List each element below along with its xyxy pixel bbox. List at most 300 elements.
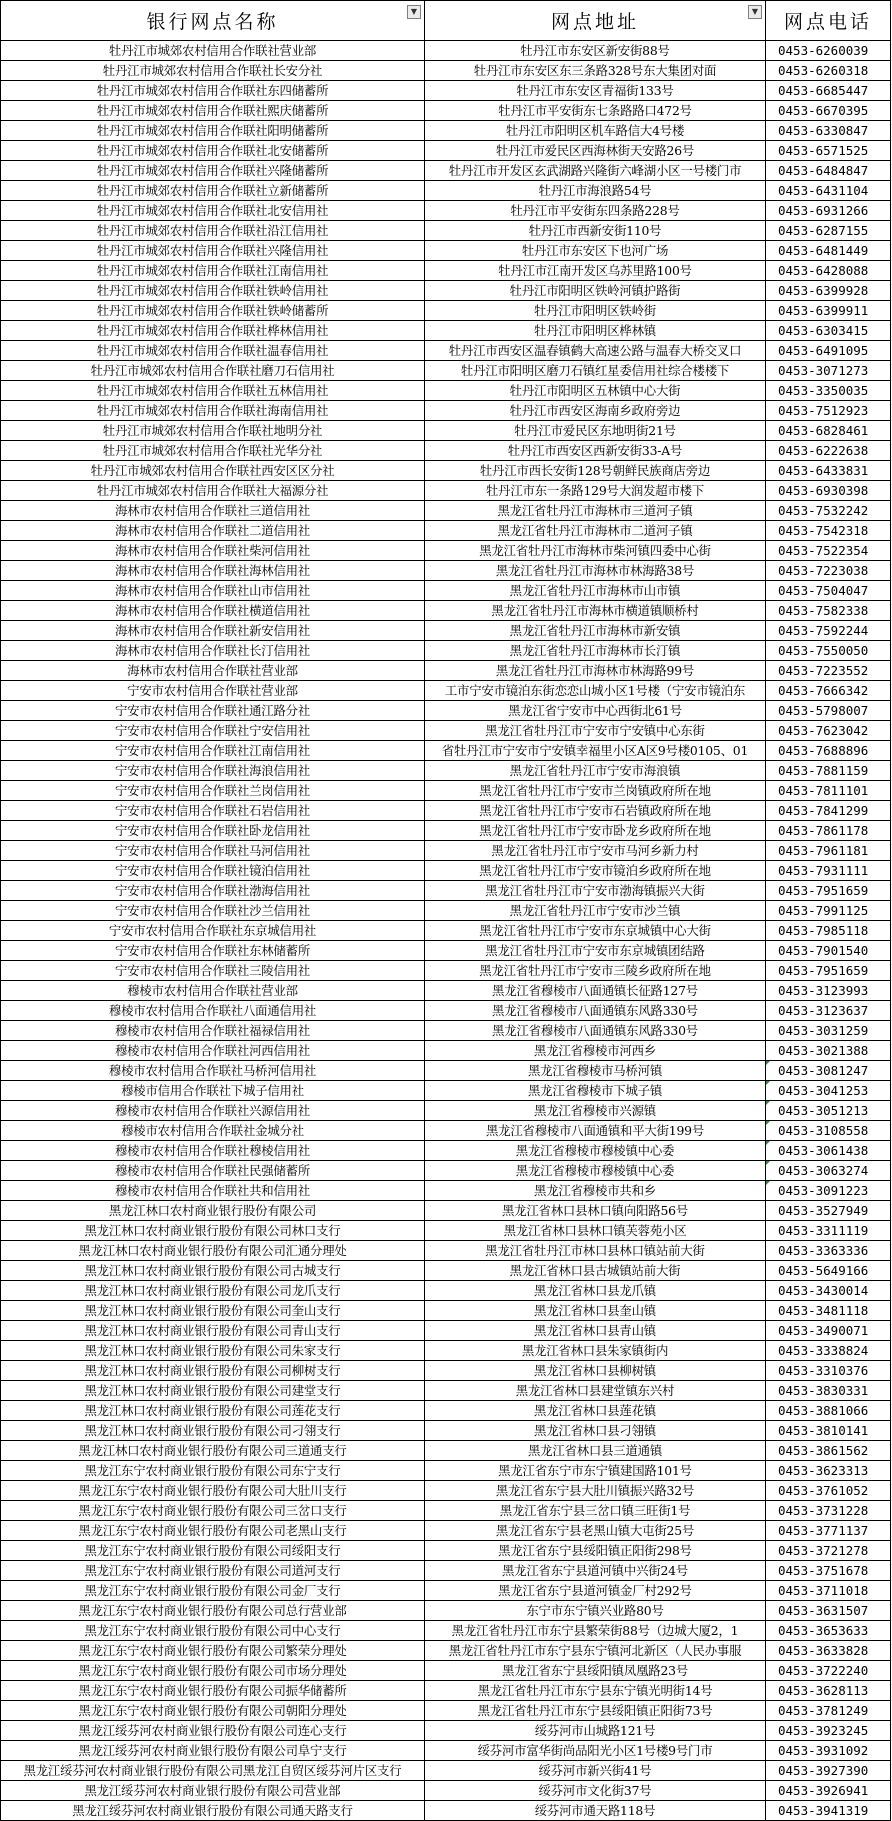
cell-branch-address[interactable]: 黑龙江省林口县林口镇向阳路56号 [425, 1201, 766, 1221]
cell-branch-name[interactable]: 宁安市农村信用合作联社通江路分社 [1, 701, 425, 721]
cell-branch-name[interactable]: 牡丹江市城郊农村信用合作联社沿江信用社 [1, 221, 425, 241]
cell-branch-name[interactable]: 黑龙江林口农村商业银行股份有限公司 [1, 1201, 425, 1221]
cell-branch-address[interactable]: 黑龙江省牡丹江市东宁县东宁镇光明街14号 [425, 1681, 766, 1701]
cell-branch-phone[interactable]: 0453-3923245 [766, 1721, 891, 1741]
cell-branch-address[interactable]: 黑龙江省牡丹江市宁安市镜泊乡政府所在地 [425, 861, 766, 881]
cell-branch-address[interactable]: 牡丹江市阳明区桦林镇 [425, 321, 766, 341]
cell-branch-address[interactable]: 黑龙江省牡丹江市宁安市东京城镇中心大街 [425, 921, 766, 941]
cell-branch-address[interactable]: 黑龙江省东宁县三岔口镇三旺街1号 [425, 1501, 766, 1521]
cell-branch-name[interactable]: 牡丹江市城郊农村信用合作联社立新储蓄所 [1, 181, 425, 201]
cell-branch-name[interactable]: 黑龙江绥芬河农村商业银行股份有限公司阜宁支行 [1, 1741, 425, 1761]
table-row [1, 1761, 891, 1781]
cell-branch-name[interactable]: 牡丹江市城郊农村信用合作联社北安储蓄所 [1, 141, 425, 161]
cell-branch-address[interactable]: 黑龙江省穆棱市兴源镇 [425, 1101, 766, 1121]
cell-branch-name[interactable]: 黑龙江绥芬河农村商业银行股份有限公司连心支行 [1, 1721, 425, 1741]
cell-branch-address[interactable]: 黑龙江省牡丹江市宁安市宁安镇中心东街 [425, 721, 766, 741]
cell-branch-phone[interactable]: 0453-7951659 [766, 961, 891, 981]
cell-branch-name[interactable]: 宁安市农村信用合作联社三陵信用社 [1, 961, 425, 981]
cell-branch-name[interactable]: 牡丹江市城郊农村信用合作联社地明分社 [1, 421, 425, 441]
cell-branch-phone[interactable]: 0453-6399911 [766, 301, 891, 321]
cell-branch-name[interactable]: 黑龙江东宁农村商业银行股份有限公司老黑山支行 [1, 1521, 425, 1541]
cell-branch-phone[interactable]: 0453-3061438 [766, 1141, 891, 1161]
cell-branch-phone[interactable]: 0453-7961181 [766, 841, 891, 861]
cell-branch-address[interactable]: 黑龙江省牡丹江市东宁县繁荣街88号（边城大厦2，1 [425, 1621, 766, 1641]
cell-branch-phone[interactable]: 0453-3628113 [766, 1681, 891, 1701]
cell-branch-address[interactable]: 黑龙江省牡丹江市海林市山市镇 [425, 581, 766, 601]
cell-branch-phone[interactable]: 0453-6287155 [766, 221, 891, 241]
cell-branch-address[interactable]: 黑龙江省东宁县道河镇中兴街24号 [425, 1561, 766, 1581]
cell-branch-phone[interactable]: 0453-3781249 [766, 1701, 891, 1721]
cell-branch-name[interactable]: 牡丹江市城郊农村信用合作联社北安信用社 [1, 201, 425, 221]
cell-branch-address[interactable]: 黑龙江省牡丹江市宁安市渤海镇振兴大街 [425, 881, 766, 901]
cell-branch-name[interactable]: 黑龙江绥芬河农村商业银行股份有限公司营业部 [1, 1781, 425, 1801]
cell-branch-address[interactable]: 黑龙江省穆棱市穆棱镇中心委 [425, 1161, 766, 1181]
cell-branch-name[interactable]: 黑龙江绥芬河农村商业银行股份有限公司黑龙江自贸区绥芬河片区支行 [1, 1761, 425, 1781]
cell-branch-phone[interactable]: 0453-6484847 [766, 161, 891, 181]
cell-branch-name[interactable]: 海林市农村信用合作联社新安信用社 [1, 621, 425, 641]
cell-branch-name[interactable]: 宁安市农村信用合作联社营业部 [1, 681, 425, 701]
cell-branch-name[interactable]: 黑龙江林口农村商业银行股份有限公司三道通支行 [1, 1441, 425, 1461]
cell-branch-address[interactable]: 牡丹江市西安区西新安街33-A号 [425, 441, 766, 461]
cell-branch-address[interactable]: 黑龙江省穆棱市八面通镇和平大街199号 [425, 1121, 766, 1141]
table-row [1, 1141, 891, 1161]
cell-branch-name[interactable]: 牡丹江市城郊农村信用合作联社温春信用社 [1, 341, 425, 361]
cell-branch-phone[interactable]: 0453-3091223 [766, 1181, 891, 1201]
cell-branch-name[interactable]: 海林市农村信用合作联社二道信用社 [1, 521, 425, 541]
cell-branch-name[interactable]: 牡丹江市城郊农村信用合作联社光华分社 [1, 441, 425, 461]
cell-branch-name[interactable]: 黑龙江东宁农村商业银行股份有限公司东宁支行 [1, 1461, 425, 1481]
cell-branch-address[interactable]: 黑龙江省穆棱市河西乡 [425, 1041, 766, 1061]
cell-branch-address[interactable]: 黑龙江省林口县三道通镇 [425, 1441, 766, 1461]
cell-branch-name[interactable]: 黑龙江东宁农村商业银行股份有限公司三岔口支行 [1, 1501, 425, 1521]
cell-branch-name[interactable]: 穆棱市农村信用合作联社民强储蓄所 [1, 1161, 425, 1181]
cell-branch-address[interactable]: 黑龙江省东宁县老黑山镇大屯街25号 [425, 1521, 766, 1541]
cell-branch-address[interactable]: 黑龙江省牡丹江市海林市二道河子镇 [425, 521, 766, 541]
cell-branch-phone[interactable]: 0453-6685447 [766, 81, 891, 101]
cell-branch-address[interactable]: 牡丹江市阳明区五林镇中心大街 [425, 381, 766, 401]
cell-branch-name[interactable]: 宁安市农村信用合作联社兰岗信用社 [1, 781, 425, 801]
cell-branch-name[interactable]: 黑龙江林口农村商业银行股份有限公司莲花支行 [1, 1401, 425, 1421]
cell-branch-name[interactable]: 宁安市农村信用合作联社马河信用社 [1, 841, 425, 861]
table-row [1, 1621, 891, 1641]
cell-branch-address[interactable]: 绥芬河市新兴街41号 [425, 1761, 766, 1781]
cell-branch-phone[interactable]: 0453-6330847 [766, 121, 891, 141]
cell-branch-phone[interactable]: 0453-7542318 [766, 521, 891, 541]
table-row [1, 201, 891, 221]
table-row [1, 661, 891, 681]
cell-branch-address[interactable]: 黑龙江省穆棱市八面通镇东风路330号 [425, 1021, 766, 1041]
cell-branch-name[interactable]: 穆棱市农村信用合作联社河西信用社 [1, 1041, 425, 1061]
cell-branch-name[interactable]: 黑龙江林口农村商业银行股份有限公司汇通分理处 [1, 1241, 425, 1261]
cell-branch-address[interactable]: 牡丹江市阳明区磨刀石镇红星委信用社综合楼楼下 [425, 361, 766, 381]
cell-branch-address[interactable]: 黑龙江省牡丹江市宁安市兰岗镇政府所在地 [425, 781, 766, 801]
table-row [1, 1261, 891, 1281]
cell-branch-name[interactable]: 穆棱市信用合作联社下城子信用社 [1, 1081, 425, 1101]
cell-branch-address[interactable]: 黑龙江省牡丹江市宁安市石岩镇政府所在地 [425, 801, 766, 821]
table-row [1, 1541, 891, 1561]
cell-branch-address[interactable]: 牡丹江市西长安街128号朝鲜民族商店旁边 [425, 461, 766, 481]
cell-branch-address[interactable]: 黑龙江省林口县柳树镇 [425, 1361, 766, 1381]
cell-branch-phone[interactable]: 0453-3653633 [766, 1621, 891, 1641]
cell-branch-address[interactable]: 黑龙江省东宁县绥阳镇正阳街298号 [425, 1541, 766, 1561]
cell-branch-phone[interactable]: 0453-3527949 [766, 1201, 891, 1221]
cell-branch-phone[interactable]: 0453-3041253 [766, 1081, 891, 1101]
cell-branch-address[interactable]: 黑龙江省宁安市中心西街北61号 [425, 701, 766, 721]
cell-branch-phone[interactable]: 0453-3490071 [766, 1321, 891, 1341]
cell-branch-name[interactable]: 黑龙江林口农村商业银行股份有限公司龙爪支行 [1, 1281, 425, 1301]
cell-branch-phone[interactable]: 0453-3926941 [766, 1781, 891, 1801]
cell-branch-name[interactable]: 海林市农村信用合作联社横道信用社 [1, 601, 425, 621]
cell-branch-address[interactable]: 黑龙江省林口县古城镇站前大街 [425, 1261, 766, 1281]
cell-branch-address[interactable]: 牡丹江市东安区青福街133号 [425, 81, 766, 101]
cell-branch-name[interactable]: 黑龙江林口农村商业银行股份有限公司朱家支行 [1, 1341, 425, 1361]
cell-branch-name[interactable]: 海林市农村信用合作联社营业部 [1, 661, 425, 681]
cell-branch-address[interactable]: 牡丹江市东一条路129号大润发超市楼下 [425, 481, 766, 501]
table-row [1, 1501, 891, 1521]
cell-branch-phone[interactable]: 0453-6431104 [766, 181, 891, 201]
cell-branch-name[interactable]: 黑龙江东宁农村商业银行股份有限公司总行营业部 [1, 1601, 425, 1621]
cell-branch-phone[interactable]: 0453-3108558 [766, 1121, 891, 1141]
cell-branch-address[interactable]: 黑龙江省林口县林口镇芙蓉苑小区 [425, 1221, 766, 1241]
table-row [1, 741, 891, 761]
cell-branch-phone[interactable]: 0453-3623313 [766, 1461, 891, 1481]
cell-branch-phone[interactable]: 0453-3931092 [766, 1741, 891, 1761]
table-row [1, 1681, 891, 1701]
cell-branch-name[interactable]: 黑龙江林口农村商业银行股份有限公司奎山支行 [1, 1301, 425, 1321]
cell-branch-phone[interactable]: 0453-3430014 [766, 1281, 891, 1301]
cell-branch-phone[interactable]: 0453-6931266 [766, 201, 891, 221]
cell-branch-phone[interactable]: 0453-3338824 [766, 1341, 891, 1361]
table-row [1, 1521, 891, 1541]
table-row [1, 281, 891, 301]
cell-branch-address[interactable]: 黑龙江省林口县朱家镇街内 [425, 1341, 766, 1361]
cell-branch-address[interactable]: 黑龙江省林口县刁翎镇 [425, 1421, 766, 1441]
cell-branch-phone[interactable]: 0453-3941319 [766, 1801, 891, 1821]
cell-branch-name[interactable]: 黑龙江东宁农村商业银行股份有限公司市场分理处 [1, 1661, 425, 1681]
cell-branch-address[interactable]: 黑龙江省林口县奎山镇 [425, 1301, 766, 1321]
table-row [1, 61, 891, 81]
cell-branch-address[interactable]: 黑龙江省牡丹江市东宁县绥阳镇正阳街73号 [425, 1701, 766, 1721]
cell-branch-phone[interactable]: 0453-7504047 [766, 581, 891, 601]
cell-branch-phone[interactable]: 0453-6930398 [766, 481, 891, 501]
cell-branch-name[interactable]: 宁安市农村信用合作联社渤海信用社 [1, 881, 425, 901]
cell-branch-phone[interactable]: 0453-3311119 [766, 1221, 891, 1241]
cell-branch-name[interactable]: 穆棱市农村信用合作联社穆棱信用社 [1, 1141, 425, 1161]
cell-branch-address[interactable]: 黑龙江省东宁县绥阳镇凤凰路23号 [425, 1661, 766, 1681]
cell-branch-name[interactable]: 黑龙江林口农村商业银行股份有限公司林口支行 [1, 1221, 425, 1241]
cell-branch-address[interactable]: 黑龙江省牡丹江市宁安市马河乡新力村 [425, 841, 766, 861]
cell-branch-name[interactable]: 穆棱市农村信用合作联社共和信用社 [1, 1181, 425, 1201]
cell-branch-name[interactable]: 牡丹江市城郊农村信用合作联社长安分社 [1, 61, 425, 81]
cell-branch-name[interactable]: 海林市农村信用合作联社海林信用社 [1, 561, 425, 581]
cell-branch-name[interactable]: 牡丹江市城郊农村信用合作联社营业部 [1, 41, 425, 61]
cell-branch-phone[interactable]: 0453-3310376 [766, 1361, 891, 1381]
cell-branch-name[interactable]: 宁安市农村信用合作联社海浪信用社 [1, 761, 425, 781]
cell-branch-name[interactable]: 宁安市农村信用合作联社宁安信用社 [1, 721, 425, 741]
cell-branch-name[interactable]: 黑龙江东宁农村商业银行股份有限公司繁荣分理处 [1, 1641, 425, 1661]
cell-branch-name[interactable]: 宁安市农村信用合作联社东京城信用社 [1, 921, 425, 941]
cell-branch-address[interactable]: 工市宁安市镜泊东街恋恋山城小区1号楼（宁安市镜泊东 [425, 681, 766, 701]
cell-branch-address[interactable]: 绥芬河市山城路121号 [425, 1721, 766, 1741]
cell-branch-name[interactable]: 牡丹江市城郊农村信用合作联社磨刀石信用社 [1, 361, 425, 381]
table-row [1, 601, 891, 621]
cell-branch-phone[interactable]: 0453-6222638 [766, 441, 891, 461]
cell-branch-phone[interactable]: 0453-7582338 [766, 601, 891, 621]
cell-branch-phone[interactable]: 0453-3731228 [766, 1501, 891, 1521]
cell-branch-address[interactable]: 牡丹江市爱民区东地明街21号 [425, 421, 766, 441]
cell-branch-address[interactable]: 牡丹江市东安区新安街88号 [425, 41, 766, 61]
cell-branch-name[interactable]: 牡丹江市城郊农村信用合作联社西安区区分社 [1, 461, 425, 481]
cell-branch-name[interactable]: 黑龙江东宁农村商业银行股份有限公司金厂支行 [1, 1581, 425, 1601]
cell-branch-address[interactable]: 牡丹江市东安区东三条路328号东大集团对面 [425, 61, 766, 81]
table-row [1, 781, 891, 801]
table-row [1, 1041, 891, 1061]
cell-branch-address[interactable]: 牡丹江市东安区下也河广场 [425, 241, 766, 261]
cell-branch-phone[interactable]: 0453-3350035 [766, 381, 891, 401]
table-row [1, 641, 891, 661]
cell-branch-address[interactable]: 牡丹江市西安区海南乡政府旁边 [425, 401, 766, 421]
cell-branch-name[interactable]: 牡丹江市城郊农村信用合作联社海南信用社 [1, 401, 425, 421]
header-row [1, 1, 891, 41]
table-row [1, 441, 891, 461]
cell-branch-address[interactable]: 牡丹江市海浪路54号 [425, 181, 766, 201]
cell-branch-address[interactable]: 牡丹江市江南开发区乌苏里路100号 [425, 261, 766, 281]
cell-branch-phone[interactable]: 0453-6481449 [766, 241, 891, 261]
cell-branch-name[interactable]: 海林市农村信用合作联社三道信用社 [1, 501, 425, 521]
cell-branch-name[interactable]: 牡丹江市城郊农村信用合作联社江南信用社 [1, 261, 425, 281]
cell-branch-phone[interactable]: 0453-3761052 [766, 1481, 891, 1501]
cell-branch-name[interactable]: 宁安市农村信用合作联社东林储蓄所 [1, 941, 425, 961]
cell-branch-phone[interactable]: 0453-3861562 [766, 1441, 891, 1461]
cell-branch-address[interactable]: 牡丹江市开发区玄武湖路兴隆街六峰湖小区一号楼门市 [425, 161, 766, 181]
cell-branch-phone[interactable]: 0453-7811101 [766, 781, 891, 801]
cell-branch-phone[interactable]: 0453-6260318 [766, 61, 891, 81]
cell-branch-phone[interactable]: 0453-3081247 [766, 1061, 891, 1081]
cell-branch-address[interactable]: 黑龙江省牡丹江市海林市三道河子镇 [425, 501, 766, 521]
cell-branch-phone[interactable]: 0453-5798007 [766, 701, 891, 721]
cell-branch-phone[interactable]: 0453-7223552 [766, 661, 891, 681]
cell-branch-phone[interactable]: 0453-7861178 [766, 821, 891, 841]
cell-branch-phone[interactable]: 0453-3071273 [766, 361, 891, 381]
cell-branch-address[interactable]: 黑龙江省牡丹江市宁安市海浪镇 [425, 761, 766, 781]
cell-branch-name[interactable]: 牡丹江市城郊农村信用合作联社东四储蓄所 [1, 81, 425, 101]
cell-branch-name[interactable]: 黑龙江东宁农村商业银行股份有限公司道河支行 [1, 1561, 425, 1581]
cell-branch-name[interactable]: 宁安市农村信用合作联社石岩信用社 [1, 801, 425, 821]
cell-branch-phone[interactable]: 0453-3031259 [766, 1021, 891, 1041]
cell-branch-address[interactable]: 东宁市东宁镇兴业路80号 [425, 1601, 766, 1621]
cell-branch-phone[interactable]: 0453-5649166 [766, 1261, 891, 1281]
cell-branch-address[interactable]: 黑龙江省东宁市东宁镇建国路101号 [425, 1461, 766, 1481]
cell-branch-name[interactable]: 牡丹江市城郊农村信用合作联社兴隆储蓄所 [1, 161, 425, 181]
header-branch-name [1, 1, 425, 41]
table-row [1, 101, 891, 121]
cell-branch-name[interactable]: 黑龙江东宁农村商业银行股份有限公司朝阳分理处 [1, 1701, 425, 1721]
table-row [1, 1221, 891, 1241]
table-row [1, 901, 891, 921]
table-row [1, 1301, 891, 1321]
cell-branch-phone[interactable]: 0453-3927390 [766, 1761, 891, 1781]
cell-branch-address[interactable]: 牡丹江市平安街东四条路228号 [425, 201, 766, 221]
cell-branch-address[interactable]: 牡丹江市阳明区铁岭河镇护路街 [425, 281, 766, 301]
table-row [1, 261, 891, 281]
cell-branch-phone[interactable]: 0453-7223038 [766, 561, 891, 581]
cell-branch-name[interactable]: 穆棱市农村信用合作联社八面通信用社 [1, 1001, 425, 1021]
cell-branch-name[interactable]: 牡丹江市城郊农村信用合作联社铁岭信用社 [1, 281, 425, 301]
cell-branch-phone[interactable]: 0453-3631507 [766, 1601, 891, 1621]
cell-branch-phone[interactable]: 0453-3711018 [766, 1581, 891, 1601]
cell-branch-name[interactable]: 黑龙江林口农村商业银行股份有限公司建堂支行 [1, 1381, 425, 1401]
cell-branch-name[interactable]: 海林市农村信用合作联社柴河信用社 [1, 541, 425, 561]
cell-branch-name[interactable]: 穆棱市农村信用合作联社兴源信用社 [1, 1101, 425, 1121]
cell-branch-address[interactable]: 黑龙江省牡丹江市林口县林口镇站前大街 [425, 1241, 766, 1261]
cell-branch-name[interactable]: 黑龙江林口农村商业银行股份有限公司柳树支行 [1, 1361, 425, 1381]
cell-branch-address[interactable]: 省牡丹江市宁安市宁安镇幸福里小区A区9号楼0105、01 [425, 741, 766, 761]
cell-branch-address[interactable]: 牡丹江市爱民区西海林街天安路26号 [425, 141, 766, 161]
cell-branch-phone[interactable]: 0453-7901540 [766, 941, 891, 961]
cell-branch-name[interactable]: 牡丹江市城郊农村信用合作联社桦林信用社 [1, 321, 425, 341]
table-row [1, 1061, 891, 1081]
cell-branch-name[interactable]: 宁安市农村信用合作联社卧龙信用社 [1, 821, 425, 841]
cell-branch-address[interactable]: 黑龙江省牡丹江市海林市林海路99号 [425, 661, 766, 681]
cell-branch-address[interactable]: 黑龙江省穆棱市共和乡 [425, 1181, 766, 1201]
cell-branch-phone[interactable]: 0453-3021388 [766, 1041, 891, 1061]
cell-branch-phone[interactable]: 0453-7931111 [766, 861, 891, 881]
cell-branch-address[interactable]: 黑龙江省牡丹江市东宁县东宁镇河北新区（人民办事服 [425, 1641, 766, 1661]
cell-branch-name[interactable]: 黑龙江林口农村商业银行股份有限公司刁翎支行 [1, 1421, 425, 1441]
cell-branch-phone[interactable]: 0453-6491095 [766, 341, 891, 361]
cell-branch-phone[interactable]: 0453-3481118 [766, 1301, 891, 1321]
cell-branch-phone[interactable]: 0453-3123637 [766, 1001, 891, 1021]
cell-branch-phone[interactable]: 0453-7592244 [766, 621, 891, 641]
cell-branch-address[interactable]: 黑龙江省穆棱市八面通镇东风路330号 [425, 1001, 766, 1021]
cell-branch-phone[interactable]: 0453-3751678 [766, 1561, 891, 1581]
cell-branch-address[interactable]: 牡丹江市西新安街110号 [425, 221, 766, 241]
cell-branch-address[interactable]: 黑龙江省牡丹江市宁安市东京城镇团结路 [425, 941, 766, 961]
cell-branch-name[interactable]: 黑龙江东宁农村商业银行股份有限公司绥阳支行 [1, 1541, 425, 1561]
cell-branch-address[interactable]: 黑龙江省牡丹江市海林市横道镇顺桥村 [425, 601, 766, 621]
cell-branch-phone[interactable]: 0453-7522354 [766, 541, 891, 561]
table-row [1, 1601, 891, 1621]
cell-branch-address[interactable]: 黑龙江省牡丹江市海林市柴河镇四委中心街 [425, 541, 766, 561]
cell-branch-phone[interactable]: 0453-6828461 [766, 421, 891, 441]
cell-branch-phone[interactable]: 0453-3771137 [766, 1521, 891, 1541]
cell-branch-phone[interactable]: 0453-6428088 [766, 261, 891, 281]
cell-branch-phone[interactable]: 0453-3830331 [766, 1381, 891, 1401]
cell-branch-name[interactable]: 黑龙江东宁农村商业银行股份有限公司振华储蓄所 [1, 1681, 425, 1701]
cell-branch-name[interactable]: 黑龙江绥芬河农村商业银行股份有限公司通天路支行 [1, 1801, 425, 1821]
cell-branch-phone[interactable]: 0453-7666342 [766, 681, 891, 701]
cell-branch-name[interactable]: 穆棱市农村信用合作联社马桥河信用社 [1, 1061, 425, 1081]
cell-branch-phone[interactable]: 0453-3123993 [766, 981, 891, 1001]
cell-branch-phone[interactable]: 0453-6303415 [766, 321, 891, 341]
table-row [1, 181, 891, 201]
cell-branch-phone[interactable]: 0453-7512923 [766, 401, 891, 421]
cell-branch-phone[interactable]: 0453-7991125 [766, 901, 891, 921]
cell-branch-phone[interactable]: 0453-3881066 [766, 1401, 891, 1421]
cell-branch-name[interactable]: 穆棱市农村信用合作联社福禄信用社 [1, 1021, 425, 1041]
cell-branch-address[interactable]: 黑龙江省东宁县大肚川镇振兴路32号 [425, 1481, 766, 1501]
cell-branch-address[interactable]: 黑龙江省牡丹江市海林市长汀镇 [425, 641, 766, 661]
cell-branch-name[interactable]: 海林市农村信用合作联社山市信用社 [1, 581, 425, 601]
cell-branch-phone[interactable]: 0453-3722240 [766, 1661, 891, 1681]
cell-branch-address[interactable]: 黑龙江省牡丹江市海林市新安镇 [425, 621, 766, 641]
cell-branch-phone[interactable]: 0453-3633828 [766, 1641, 891, 1661]
cell-branch-address[interactable]: 绥芬河市通天路118号 [425, 1801, 766, 1821]
cell-branch-phone[interactable]: 0453-3363336 [766, 1241, 891, 1261]
cell-branch-name[interactable]: 宁安市农村信用合作联社沙兰信用社 [1, 901, 425, 921]
cell-branch-phone[interactable]: 0453-7688896 [766, 741, 891, 761]
dropdown-arrow-icon[interactable]: ▼ [748, 5, 762, 19]
table-row [1, 221, 891, 241]
cell-branch-address[interactable]: 牡丹江市平安街东七条路路口472号 [425, 101, 766, 121]
dropdown-arrow-icon[interactable]: ▼ [407, 5, 421, 19]
cell-branch-address[interactable]: 牡丹江市西安区温春镇鹤大高速公路与温春大桥交叉口 [425, 341, 766, 361]
cell-branch-name[interactable]: 宁安市农村信用合作联社镜泊信用社 [1, 861, 425, 881]
cell-branch-address[interactable]: 黑龙江省牡丹江市海林市林海路38号 [425, 561, 766, 581]
cell-branch-phone[interactable]: 0453-3810141 [766, 1421, 891, 1441]
cell-branch-address[interactable]: 黑龙江省林口县龙爪镇 [425, 1281, 766, 1301]
cell-branch-address[interactable]: 黑龙江省林口县建堂镇东兴村 [425, 1381, 766, 1401]
cell-branch-address[interactable]: 牡丹江市阳明区铁岭街 [425, 301, 766, 321]
cell-branch-address[interactable]: 黑龙江省牡丹江市宁安市沙兰镇 [425, 901, 766, 921]
cell-branch-phone[interactable]: 0453-7841299 [766, 801, 891, 821]
cell-branch-name[interactable]: 海林市农村信用合作联社长汀信用社 [1, 641, 425, 661]
table-row [1, 1421, 891, 1441]
cell-branch-name[interactable]: 牡丹江市城郊农村信用合作联社铁岭储蓄所 [1, 301, 425, 321]
cell-branch-address[interactable]: 绥芬河市文化街37号 [425, 1781, 766, 1801]
cell-branch-phone[interactable]: 0453-7550050 [766, 641, 891, 661]
cell-branch-address[interactable]: 黑龙江省林口县莲花镇 [425, 1401, 766, 1421]
cell-branch-address[interactable]: 黑龙江省林口县青山镇 [425, 1321, 766, 1341]
cell-branch-address[interactable]: 牡丹江市阳明区机车路信大4号楼 [425, 121, 766, 141]
cell-branch-name[interactable]: 穆棱市农村信用合作联社营业部 [1, 981, 425, 1001]
cell-branch-name[interactable]: 穆棱市农村信用合作联社金城分社 [1, 1121, 425, 1141]
cell-branch-phone[interactable]: 0453-7951659 [766, 881, 891, 901]
cell-branch-name[interactable]: 黑龙江东宁农村商业银行股份有限公司中心支行 [1, 1621, 425, 1641]
cell-branch-phone[interactable]: 0453-7532242 [766, 501, 891, 521]
cell-branch-name[interactable]: 黑龙江林口农村商业银行股份有限公司古城支行 [1, 1261, 425, 1281]
cell-branch-address[interactable]: 绥芬河市富华街尚品阳光小区1号楼9号门市 [425, 1741, 766, 1761]
cell-branch-address[interactable]: 黑龙江省牡丹江市宁安市三陵乡政府所在地 [425, 961, 766, 981]
cell-branch-phone[interactable]: 0453-6399928 [766, 281, 891, 301]
cell-branch-name[interactable]: 牡丹江市城郊农村信用合作联社兴隆信用社 [1, 241, 425, 261]
cell-branch-phone[interactable]: 0453-3063274 [766, 1161, 891, 1181]
cell-branch-phone[interactable]: 0453-7881159 [766, 761, 891, 781]
cell-branch-address[interactable]: 黑龙江省穆棱市穆棱镇中心委 [425, 1141, 766, 1161]
cell-branch-name[interactable]: 黑龙江东宁农村商业银行股份有限公司大肚川支行 [1, 1481, 425, 1501]
table-row [1, 541, 891, 561]
cell-branch-name[interactable]: 牡丹江市城郊农村信用合作联社熙庆储蓄所 [1, 101, 425, 121]
cell-branch-phone[interactable]: 0453-7985118 [766, 921, 891, 941]
cell-branch-phone[interactable]: 0453-7623042 [766, 721, 891, 741]
cell-branch-name[interactable]: 宁安市农村信用合作联社江南信用社 [1, 741, 425, 761]
cell-branch-address[interactable]: 黑龙江省穆棱市马桥河镇 [425, 1061, 766, 1081]
cell-branch-name[interactable]: 牡丹江市城郊农村信用合作联社阳明储蓄所 [1, 121, 425, 141]
cell-branch-address[interactable]: 黑龙江省穆棱市下城子镇 [425, 1081, 766, 1101]
cell-branch-address[interactable]: 黑龙江省穆棱市八面通镇长征路127号 [425, 981, 766, 1001]
cell-branch-phone[interactable]: 0453-3051213 [766, 1101, 891, 1121]
cell-branch-phone[interactable]: 0453-6433831 [766, 461, 891, 481]
cell-branch-phone[interactable]: 0453-6670395 [766, 101, 891, 121]
cell-branch-phone[interactable]: 0453-6260039 [766, 41, 891, 61]
cell-branch-address[interactable]: 黑龙江省东宁县道河镇金厂村292号 [425, 1581, 766, 1601]
cell-branch-phone[interactable]: 0453-6571525 [766, 141, 891, 161]
cell-branch-name[interactable]: 黑龙江林口农村商业银行股份有限公司青山支行 [1, 1321, 425, 1341]
cell-branch-phone[interactable]: 0453-3721278 [766, 1541, 891, 1561]
cell-branch-address[interactable]: 黑龙江省牡丹江市宁安市卧龙乡政府所在地 [425, 821, 766, 841]
cell-branch-name[interactable]: 牡丹江市城郊农村信用合作联社五林信用社 [1, 381, 425, 401]
cell-branch-name[interactable]: 牡丹江市城郊农村信用合作联社大福源分社 [1, 481, 425, 501]
